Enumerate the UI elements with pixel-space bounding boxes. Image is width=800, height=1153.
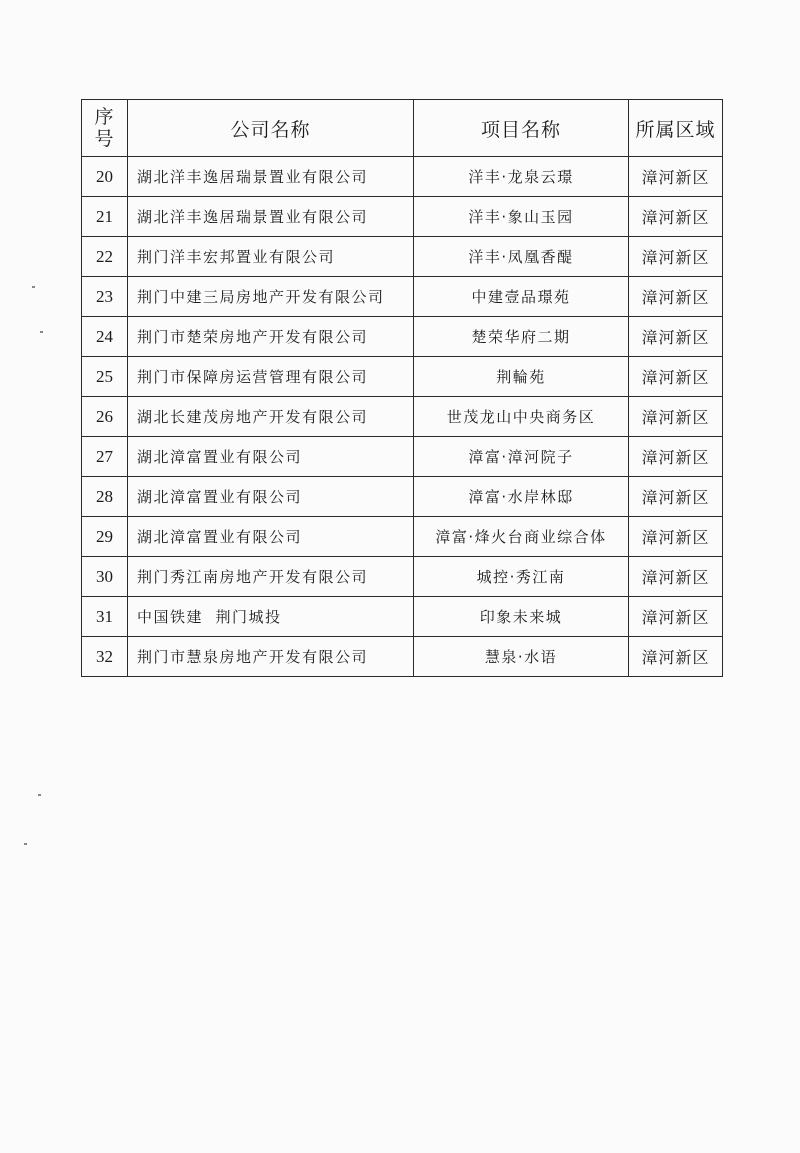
table-row — [82, 477, 723, 517]
region-name: 漳河新区 — [629, 437, 723, 477]
project-name: 洋丰·龙泉云璟 — [414, 157, 629, 197]
region-name: 漳河新区 — [629, 477, 723, 517]
company-name: 湖北漳富置业有限公司 — [128, 437, 414, 477]
region-name: 漳河新区 — [629, 157, 723, 197]
region-name: 漳河新区 — [629, 597, 723, 637]
project-name: 中建壹品璟苑 — [414, 277, 629, 317]
row-number: 29 — [82, 517, 128, 557]
project-table — [81, 99, 723, 677]
scan-speck — [24, 843, 27, 845]
table-row — [82, 237, 723, 277]
scan-speck — [40, 331, 43, 333]
region-name: 漳河新区 — [629, 557, 723, 597]
table-row — [82, 397, 723, 437]
row-number: 25 — [82, 357, 128, 397]
table-row — [82, 597, 723, 637]
company-name: 荆门市慧泉房地产开发有限公司 — [128, 637, 414, 677]
table-row — [82, 517, 723, 557]
company-name: 中国铁建 荆门城投 — [128, 597, 414, 637]
region-name: 漳河新区 — [629, 277, 723, 317]
row-number: 20 — [82, 157, 128, 197]
header-seq — [82, 100, 128, 157]
table-row — [82, 157, 723, 197]
scan-speck — [32, 286, 35, 288]
header-project: 项目名称 — [414, 100, 629, 157]
table-header — [82, 100, 723, 157]
company-name: 荆门中建三局房地产开发有限公司 — [128, 277, 414, 317]
company-name: 湖北漳富置业有限公司 — [128, 477, 414, 517]
project-name: 洋丰·凤凰香醍 — [414, 237, 629, 277]
table-row — [82, 357, 723, 397]
row-number: 27 — [82, 437, 128, 477]
project-name: 印象未来城 — [414, 597, 629, 637]
project-name: 漳富·漳河院子 — [414, 437, 629, 477]
header-row — [82, 100, 723, 157]
row-number: 22 — [82, 237, 128, 277]
project-name: 慧泉·水语 — [414, 637, 629, 677]
region-name: 漳河新区 — [629, 197, 723, 237]
table-row — [82, 557, 723, 597]
table-row — [82, 277, 723, 317]
region-name: 漳河新区 — [629, 357, 723, 397]
company-name: 湖北长建茂房地产开发有限公司 — [128, 397, 414, 437]
row-number: 28 — [82, 477, 128, 517]
row-number: 23 — [82, 277, 128, 317]
company-name: 湖北洋丰逸居瑞景置业有限公司 — [128, 197, 414, 237]
scan-speck — [38, 794, 41, 796]
row-number: 32 — [82, 637, 128, 677]
table-body — [82, 157, 723, 677]
project-name: 世茂龙山中央商务区 — [414, 397, 629, 437]
company-name: 荆门秀江南房地产开发有限公司 — [128, 557, 414, 597]
region-name: 漳河新区 — [629, 517, 723, 557]
company-name: 荆门市楚荣房地产开发有限公司 — [128, 317, 414, 357]
header-company: 公司名称 — [128, 100, 414, 157]
project-name: 荆輪苑 — [414, 357, 629, 397]
region-name: 漳河新区 — [629, 237, 723, 277]
company-name: 湖北洋丰逸居瑞景置业有限公司 — [128, 157, 414, 197]
region-name: 漳河新区 — [629, 397, 723, 437]
row-number: 24 — [82, 317, 128, 357]
project-name: 洋丰·象山玉园 — [414, 197, 629, 237]
table-row — [82, 317, 723, 357]
table-row — [82, 437, 723, 477]
table-row — [82, 637, 723, 677]
project-name: 楚荣华府二期 — [414, 317, 629, 357]
row-number: 26 — [82, 397, 128, 437]
header-region: 所属区域 — [629, 100, 723, 157]
company-name: 荆门市保障房运营管理有限公司 — [128, 357, 414, 397]
row-number: 21 — [82, 197, 128, 237]
project-name: 城控·秀江南 — [414, 557, 629, 597]
project-name: 漳富·烽火台商业综合体 — [414, 517, 629, 557]
table-row — [82, 197, 723, 237]
header-seq-line2: 号 — [94, 128, 115, 150]
company-name: 湖北漳富置业有限公司 — [128, 517, 414, 557]
company-name: 荆门洋丰宏邦置业有限公司 — [128, 237, 414, 277]
project-name: 漳富·水岸林邸 — [414, 477, 629, 517]
header-seq-line1: 序 — [94, 106, 115, 128]
row-number: 31 — [82, 597, 128, 637]
region-name: 漳河新区 — [629, 317, 723, 357]
region-name: 漳河新区 — [629, 637, 723, 677]
row-number: 30 — [82, 557, 128, 597]
